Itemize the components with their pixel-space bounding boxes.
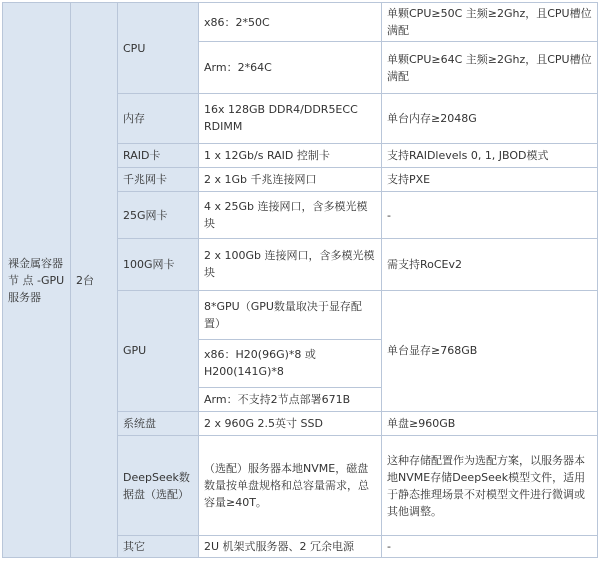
requirement-cell: 这种存储配置作为选配方案，以服务器本地NVME存储DeepSeek模型文件，适用于静态推理场景不对模型文件进行微调或其他调整。 bbox=[382, 436, 598, 535]
spec-cell: Arm：2*64C bbox=[199, 42, 382, 94]
spec-cell: 8*GPU（GPU数量取决于显存配置） bbox=[199, 290, 382, 340]
spec-cell: Arm：不支持2节点部署671B bbox=[199, 387, 382, 411]
requirement-cell: 支持RAIDlevels 0, 1, JBOD模式 bbox=[382, 143, 598, 167]
requirement-cell: 单台内存≥2048G bbox=[382, 94, 598, 144]
requirement-cell: 需支持RoCEv2 bbox=[382, 238, 598, 290]
item-label: CPU bbox=[123, 41, 146, 55]
spec-cell: 2U 机架式服务器、2 冗余电源 bbox=[199, 535, 382, 557]
item-nic-1g: 千兆网卡 bbox=[118, 168, 199, 192]
requirement-cell: 单盘≥960GB bbox=[382, 412, 598, 436]
spec-cell: 2 x 100Gb 连接网口，含多模光模块 bbox=[199, 238, 382, 290]
spec-cell: x86：H20(96G)*8 或H200(141G)*8 bbox=[199, 340, 382, 388]
requirement-cell: 单颗CPU≥64C 主频≥2Ghz，且CPU槽位满配 bbox=[382, 42, 598, 94]
spec-cell: （选配）服务器本地NVME，磁盘数量按单盘规格和总容量需求，总容量≥40T。 bbox=[199, 436, 382, 535]
quantity-cell bbox=[71, 3, 118, 558]
requirement-cell: 支持PXE bbox=[382, 168, 598, 192]
spec-cell: 4 x 25Gb 连接网口，含多模光模块 bbox=[199, 192, 382, 239]
server-group-cell bbox=[3, 3, 71, 558]
requirement-cell: - bbox=[382, 535, 598, 557]
spec-cell: 2 x 960G 2.5英寸 SSD bbox=[199, 412, 382, 436]
item-other: 其它 bbox=[118, 535, 199, 557]
spec-cell: 16x 128GB DDR4/DDR5ECC RDIMM bbox=[199, 94, 382, 144]
table-row bbox=[3, 3, 598, 42]
item-cpu bbox=[118, 3, 199, 94]
requirement-cell: - bbox=[382, 192, 598, 239]
item-nic-25g: 25G网卡 bbox=[118, 192, 199, 239]
item-deepseek-disk: DeepSeek数据盘（选配） bbox=[118, 436, 199, 535]
item-system-disk: 系统盘 bbox=[118, 412, 199, 436]
item-nic-100g: 100G网卡 bbox=[118, 238, 199, 290]
spec-cell: 2 x 1Gb 千兆连接网口 bbox=[199, 168, 382, 192]
item-memory: 内存 bbox=[118, 94, 199, 144]
spec-cell: 1 x 12Gb/s RAID 控制卡 bbox=[199, 143, 382, 167]
requirement-cell: 单颗CPU≥50C 主频≥2Ghz，且CPU槽位满配 bbox=[382, 3, 598, 42]
server-group-label: 裸金属容器节 点 -GPU 服务器 bbox=[8, 256, 65, 304]
item-gpu: GPU bbox=[118, 290, 199, 412]
spec-cell: x86：2*50C bbox=[199, 3, 382, 42]
quantity-label: 2台 bbox=[76, 273, 94, 287]
item-raid: RAID卡 bbox=[118, 143, 199, 167]
requirement-cell: 单台显存≥768GB bbox=[382, 290, 598, 412]
server-spec-table bbox=[2, 2, 598, 558]
